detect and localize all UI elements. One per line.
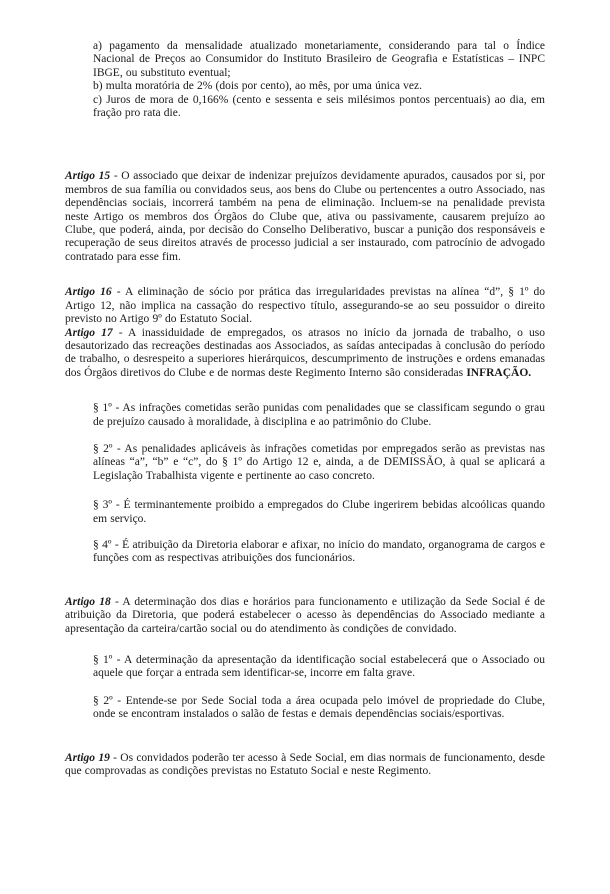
clause-a (93, 40, 545, 80)
artigo-15-segment-1: - O associado que deixar de indenizar prejuízos devidamente apurados, causados por si, por membros de sua família ou convidados seus, aos bens do Clube ou pertencentes a outro Associado, nas dependências sociais, incorrerá também na pena de eliminação. Incluem-se na penalidade prevista neste Artigo os membros dos Órgãos do Clube que, ativa ou passivamente, causarem prejuízo ao Clube, que poderá, ainda, por decisão do Conselho Deliberativo, buscar a punição dos responsáveis e recuperação de seus direitos através de processo judicial a ser instaurado, com patrocínio de advogado contratado para esse fim. (65, 170, 545, 263)
artigo-19 (65, 752, 545, 779)
artigo-16-segment-1: - A eliminação de sócio por prática das irregularidades previstas na alínea “d”, § 1º do Artigo 12, não implica na cassação do respectivo título, assegurando-se ao seu possuidor o direito previsto no Artigo 9º do Estatuto Social. (65, 286, 545, 326)
artigo-17-paragrafo-1 (93, 402, 545, 429)
clause-b (93, 80, 545, 93)
artigo-17-paragrafo-3 (93, 499, 545, 526)
artigo-17-segment-1: - A inassiduidade de empregados, os atrasos no início da jornada de trabalho, o uso desautorizado das recreações destinadas aos Associados, as saídas antecipadas à conclusão do período de trabalho, o desrespeito a superiores hierárquicos, descumprimento de instruções e ordens emanadas dos Órgãos diretivos do Clube e de normas deste Regimento Interno são consideradas (65, 326, 545, 379)
artigo-17-segment-0: Artigo 17 (65, 326, 113, 339)
artigo-15-segment-0: Artigo 15 (65, 170, 111, 183)
artigo-18-paragrafo-1 (93, 654, 545, 681)
clause-c-segment-0: c) Juros de mora de 0,166% (cento e sessenta e seis milésimos pontos percentuais) ao dia, em fração pro rata die. (93, 93, 545, 120)
artigo-18-segment-0: Artigo 18 (65, 595, 111, 608)
artigo-17 (65, 327, 545, 381)
artigo-17-paragrafo-3-segment-0: § 3º - É terminantemente proibido a empregados do Clube ingerirem bebidas alcoólicas quando em serviço. (93, 499, 545, 525)
artigo-17-paragrafo-2-segment-0: § 2º - As penalidades aplicáveis às infrações cometidas por empregados serão as previstas nas alíneas “a”, “b” e “c”, do § 1º do Artigo 12 e, ainda, a de DEMISSÃO, à qual se aplicará a Legislação Trabalhista vigente e pertinente ao caso concreto. (93, 442, 545, 482)
clause-a-segment-0: a) pagamento da mensalidade atualizado monetariamente, considerando para tal o Índice Nacional de Preços ao Consumidor do Instituto Brasileiro de Geografia e Estatísticas – INPC IBGE, ou substituto eventual; (93, 40, 545, 79)
artigo-18-segment-1: - A determinação dos dias e horários para funcionamento e utilização da Sede Social é de atribuição da Diretoria, que poderá estabelecer o acesso às dependências do Associado mediante a apresentação da carteira/cartão social ou do atendimento às condições de convidado. (65, 595, 545, 635)
artigo-19-segment-0: Artigo 19 (65, 751, 110, 764)
clause-c (93, 94, 545, 121)
artigo-17-paragrafo-2 (93, 443, 545, 483)
artigo-17-paragrafo-4-segment-0: § 4º - É atribuição da Diretoria elaborar e afixar, no início do mandato, organograma de cargos e funções com as respectivas atribuições dos funcionários. (93, 538, 545, 565)
artigo-16 (65, 286, 545, 326)
artigo-18-paragrafo-2 (93, 695, 545, 722)
artigo-16-segment-0: Artigo 16 (65, 286, 112, 299)
document-content (65, 40, 545, 778)
clause-b-segment-0: b) multa moratória de 2% (dois por cento), ao mês, por uma única vez. (93, 80, 422, 93)
artigo-18-paragrafo-2-segment-0: § 2º - Entende-se por Sede Social toda a área ocupada pelo imóvel de propriedade do Clube, onde se encontram instalados o salão de festas e demais dependências sociais/esportivas. (93, 694, 545, 721)
artigo-18-paragrafo-1-segment-0: § 1º - A determinação da apresentação da identificação social estabelecerá que o Associado ou aquele que forçar a entrada sem identificar-se, incorre em falta grave. (93, 654, 545, 680)
artigo-18 (65, 596, 545, 636)
artigo-17-paragrafo-1-segment-0: § 1º - As infrações cometidas serão punidas com penalidades que se classificam segundo o grau de prejuízo causado à moralidade, à disciplina e ao patrimônio do Clube. (93, 402, 545, 428)
artigo-19-segment-1: - Os convidados poderão ter acesso à Sede Social, em dias normais de funcionamento, desde que comprovadas as condições previstas no Estatuto Social e neste Regimento. (65, 751, 546, 778)
artigo-17-paragrafo-4 (93, 539, 545, 566)
artigo-15 (65, 170, 545, 264)
artigo-17-segment-2: INFRAÇÃO. (466, 366, 532, 379)
